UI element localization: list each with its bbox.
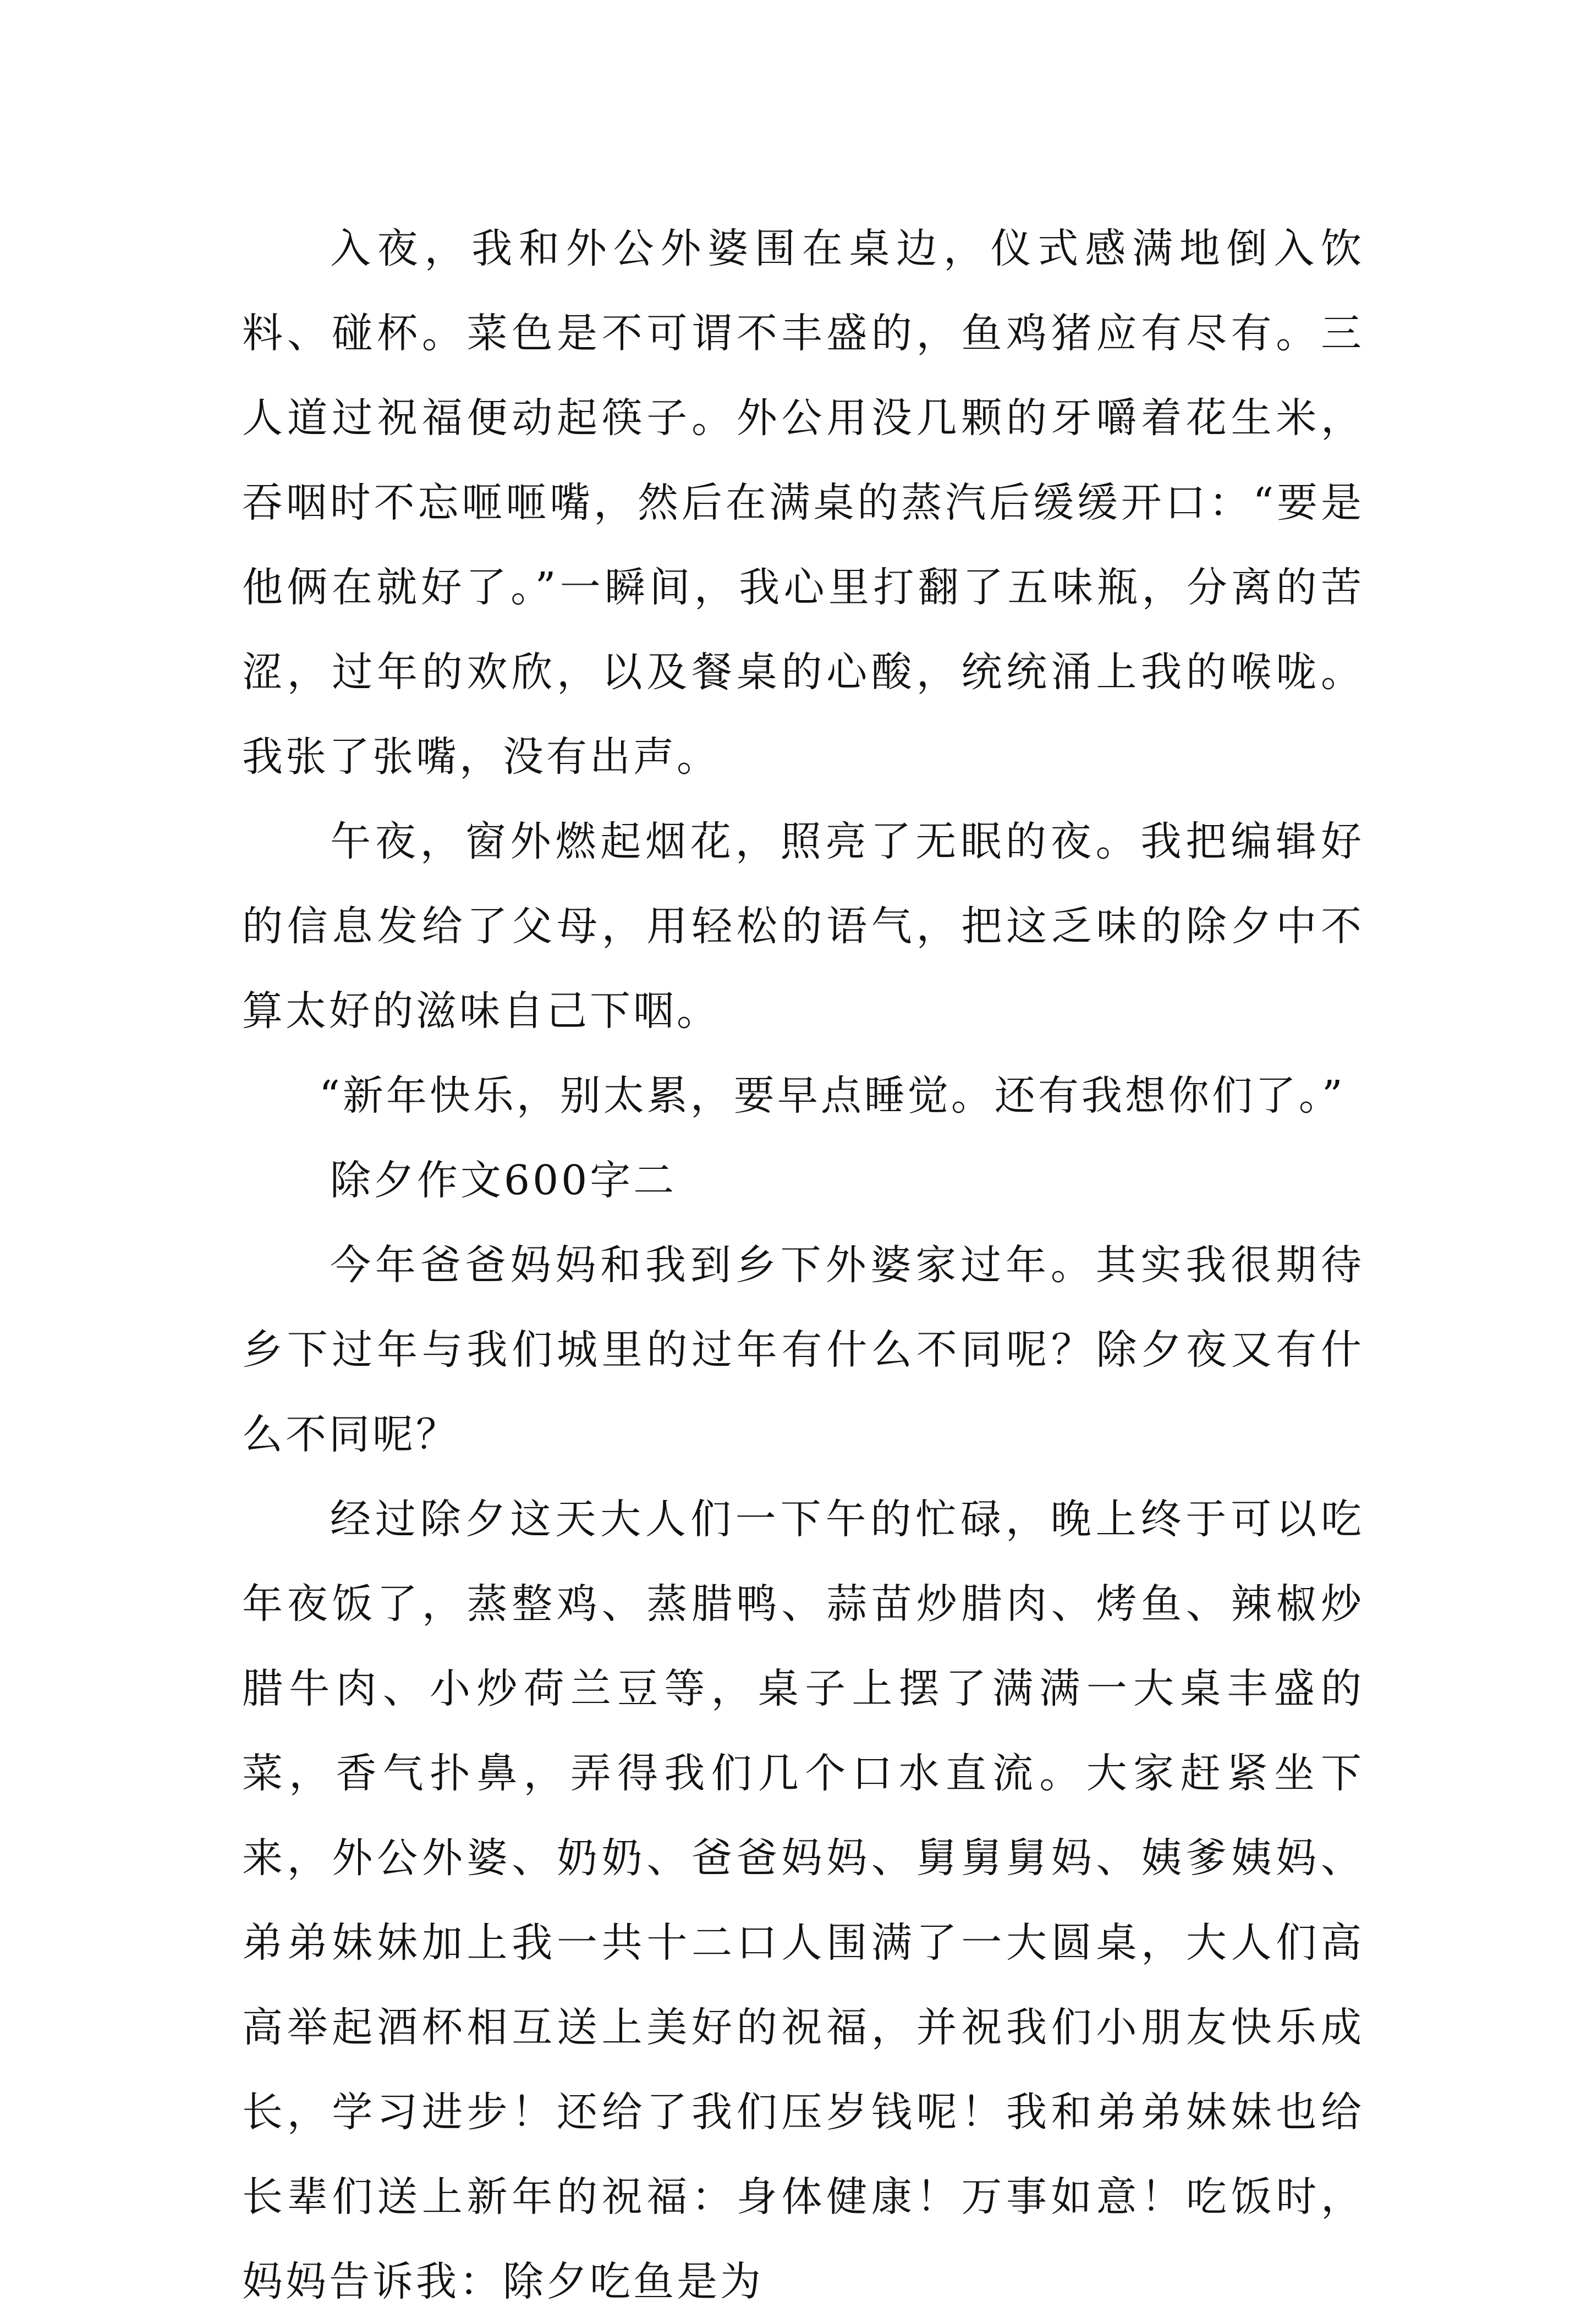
paragraph-midnight: 午夜，窗外燃起烟花，照亮了无眠的夜。我把编辑好的信息发给了父母，用轻松的语气，把这乏味的除夕中不算太好的滋味自己下咽。 bbox=[242, 818, 1364, 1035]
document-body bbox=[242, 206, 1364, 2324]
paragraph-new-year-dinner: 经过除夕这天大人们一下午的忙碌，晚上终于可以吃年夜饭了，蒸整鸡、蒸腊鸭、蒜苗炒腊肉、烤鱼、辣椒炒腊牛肉、小炒荷兰豆等，桌子上摆了满满一大桌丰盛的菜，香气扑鼻，弄得我们几个口水直流。大家赶紧坐下来，外公外婆、奶奶、爸爸妈妈、舅舅舅妈、姨爹姨妈、弟弟妹妹加上我一共十二口人围满了一大圆桌，大人们高高举起酒杯相互送上美好的祝福，并祝我们小朋友快乐成长，学习进步！还给了我们压岁钱呢！我和弟弟妹妹也给长辈们送上新年的祝福：身体健康！万事如意！吃饭时，妈妈告诉我：除夕吃鱼是为 bbox=[242, 1496, 1364, 2305]
paragraph-message-quote: “新年快乐，别太累，要早点睡觉。还有我想你们了。” bbox=[319, 1072, 1346, 1119]
paragraph-dinner: 入夜，我和外公外婆围在桌边，仪式感满地倒入饮料、碰杯。菜色是不可谓不丰盛的，鱼鸡猪应有尽有。三人道过祝福便动起筷子。外公用没几颗的牙嚼着花生米，吞咽时不忘咂咂嘴，然后在满桌的蒸汽后缓缓开口：“要是他俩在就好了。”一瞬间，我心里打翻了五味瓶，分离的苦涩，过年的欢欣，以及餐桌的心酸，统统涌上我的喉咙。我张了张嘴，没有出声。 bbox=[242, 225, 1364, 781]
section-heading: 除夕作文600字二 bbox=[330, 1157, 677, 1204]
paragraph-countryside: 今年爸爸妈妈和我到乡下外婆家过年。其实我很期待乡下过年与我们城里的过年有什么不同呢？除夕夜又有什么不同呢？ bbox=[242, 1241, 1364, 1458]
